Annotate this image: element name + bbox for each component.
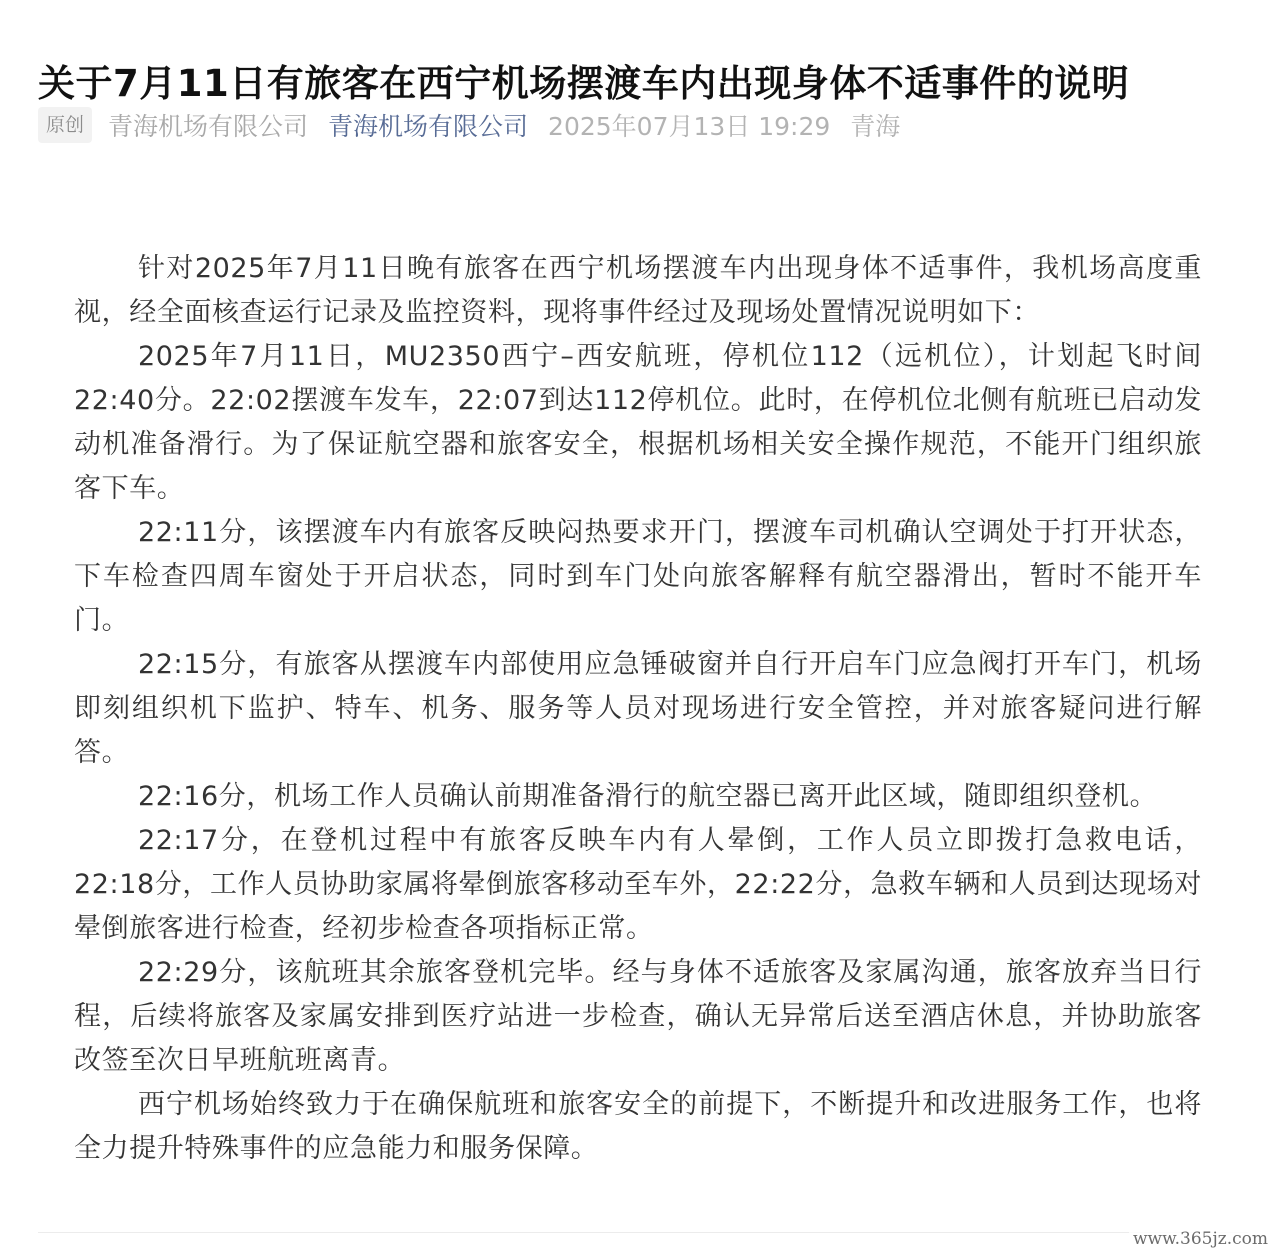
original-badge: 原创 (38, 107, 92, 143)
article-title: 关于7月11日有旅客在西宁机场摆渡车内出现身体不适事件的说明 (38, 61, 1130, 105)
paragraph-2217: 22:17分，在登机过程中有旅客反映车内有人晕倒，工作人员立即拨打急救电话，22:18分，工作人员协助家属将晕倒旅客移动至车外，22:22分，急救车辆和人员到达现场对晕倒旅客进行检查，经初步检查各项指标正常。 (74, 825, 1202, 944)
paragraph-closing: 西宁机场始终致力于在确保航班和旅客安全的前提下，不断提升和改进服务工作，也将全力提升特殊事件的应急能力和服务保障。 (74, 1089, 1202, 1164)
paragraph-2211: 22:11分，该摆渡车内有旅客反映闷热要求开门，摆渡车司机确认空调处于打开状态，下车检查四周车窗处于开启状态，同时到车门处向旅客解释有航空器滑出，暂时不能开车门。 (74, 517, 1202, 636)
paragraph-2215: 22:15分，有旅客从摆渡车内部使用应急锤破窗并自行开启车门应急阀打开车门，机场即刻组织机下监护、特车、机务、服务等人员对现场进行安全管控，并对旅客疑问进行解答。 (74, 649, 1202, 768)
article-body (74, 247, 1202, 1171)
site-watermark: www.365jz.com (1129, 1228, 1272, 1250)
paragraph-2216: 22:16分，机场工作人员确认前期准备滑行的航空器已离开此区域，随即组织登机。 (138, 781, 1158, 812)
footer-divider (38, 1232, 1248, 1233)
publish-location: 青海 (850, 112, 901, 141)
paragraph-event-background: 2025年7月11日，MU2350西宁–西安航班，停机位112（远机位），计划起飞时间22:40分。22:02摆渡车发车，22:07到达112停机位。此时，在停机位北侧有航班已启动发动机准备滑行。为了保证航空器和旅客安全，根据机场相关安全操作规范，不能开门组织旅客下车。 (74, 341, 1202, 504)
article-meta (38, 106, 900, 144)
paragraph-2229: 22:29分，该航班其余旅客登机完毕。经与身体不适旅客及家属沟通，旅客放弃当日行程，后续将旅客及家属安排到医疗站进一步检查，确认无异常后送至酒店休息，并协助旅客改签至次日早班航班离青。 (74, 957, 1202, 1076)
author-name: 青海机场有限公司 (108, 112, 309, 141)
paragraph-intro: 针对2025年7月11日晚有旅客在西宁机场摆渡车内出现身体不适事件，我机场高度重视，经全面核查运行记录及监控资料，现将事件经过及现场处置情况说明如下： (74, 253, 1202, 328)
publish-datetime: 2025年07月13日 19:29 (548, 112, 831, 141)
account-link[interactable]: 青海机场有限公司 (328, 112, 529, 141)
